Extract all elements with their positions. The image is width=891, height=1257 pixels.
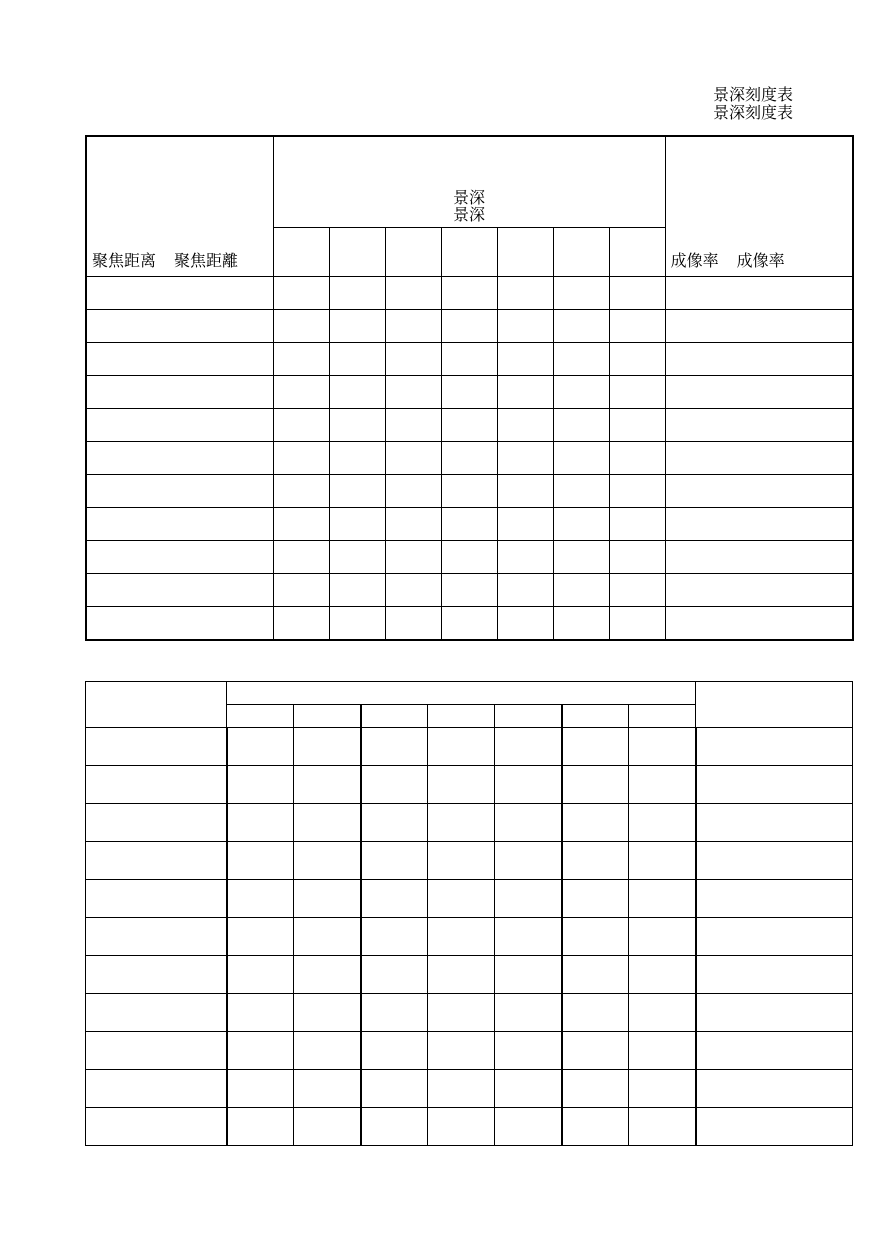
table-cell xyxy=(227,728,294,766)
table-cell xyxy=(428,994,495,1032)
table-cell xyxy=(385,508,441,541)
table-cell xyxy=(495,880,562,918)
table-cell xyxy=(562,880,629,918)
table-cell xyxy=(665,442,853,475)
table-cell xyxy=(553,343,609,376)
table-cell xyxy=(294,1070,361,1108)
table-row xyxy=(86,442,853,475)
table-row xyxy=(86,1070,853,1108)
table-2-subheader-cell xyxy=(361,705,428,728)
depth-of-field-label-b: 景深 xyxy=(453,205,486,224)
table-cell xyxy=(329,277,385,310)
table-cell xyxy=(562,804,629,842)
table-cell xyxy=(86,475,273,508)
table-cell xyxy=(329,376,385,409)
page-title-line-1: 景深刻度表 xyxy=(712,85,793,104)
table-2-subheader-cell xyxy=(562,705,629,728)
table-cell xyxy=(385,475,441,508)
table-cell xyxy=(497,409,553,442)
table-cell xyxy=(696,804,853,842)
table-cell xyxy=(497,277,553,310)
table-cell xyxy=(441,442,497,475)
table-cell xyxy=(441,508,497,541)
table-cell xyxy=(495,766,562,804)
table-cell xyxy=(428,918,495,956)
table-row xyxy=(86,574,853,607)
table-row xyxy=(86,880,853,918)
table-cell xyxy=(86,343,273,376)
table-cell xyxy=(696,766,853,804)
table-cell xyxy=(273,343,329,376)
table-cell xyxy=(629,728,696,766)
table-cell xyxy=(329,409,385,442)
table-cell xyxy=(609,376,665,409)
depth-of-field-label-a: 景深 xyxy=(453,188,486,207)
table-2-group-header xyxy=(227,682,696,705)
table-cell xyxy=(696,918,853,956)
table-cell xyxy=(273,442,329,475)
table-cell xyxy=(273,574,329,607)
table-row xyxy=(86,409,853,442)
table-cell xyxy=(665,475,853,508)
table-row xyxy=(86,994,853,1032)
table-cell xyxy=(361,766,428,804)
table-cell xyxy=(553,475,609,508)
table-cell xyxy=(385,376,441,409)
table-cell xyxy=(665,277,853,310)
table-row xyxy=(86,804,853,842)
table-row xyxy=(86,310,853,343)
table-2-right-header xyxy=(696,682,853,728)
table-cell xyxy=(441,310,497,343)
table-cell xyxy=(227,880,294,918)
table-cell xyxy=(273,475,329,508)
table-cell xyxy=(441,607,497,641)
table-cell xyxy=(495,842,562,880)
table-cell xyxy=(361,804,428,842)
table-cell xyxy=(441,541,497,574)
table-cell xyxy=(497,541,553,574)
magnification-label-b: 成像率 xyxy=(736,251,785,270)
table-cell xyxy=(227,918,294,956)
table-cell xyxy=(385,574,441,607)
table-cell xyxy=(609,541,665,574)
table-row xyxy=(86,277,853,310)
table-cell xyxy=(665,541,853,574)
table-2-subheader-cell xyxy=(629,705,696,728)
table-cell xyxy=(609,442,665,475)
table-cell xyxy=(553,574,609,607)
focus-distance-label-a: 聚焦距离 xyxy=(92,251,157,270)
table-cell xyxy=(497,343,553,376)
table-cell xyxy=(86,1070,227,1108)
table-cell xyxy=(609,607,665,641)
table-cell xyxy=(497,475,553,508)
page-title-line-2: 景深刻度表 xyxy=(712,103,793,122)
table-cell xyxy=(273,508,329,541)
table-cell xyxy=(385,277,441,310)
table-cell xyxy=(385,409,441,442)
table-2-subheader-cell xyxy=(428,705,495,728)
table-cell xyxy=(553,442,609,475)
table-cell xyxy=(609,574,665,607)
table-cell xyxy=(495,1032,562,1070)
table-cell xyxy=(553,607,609,641)
table-cell xyxy=(361,1070,428,1108)
table-cell xyxy=(495,1108,562,1146)
table-cell xyxy=(273,409,329,442)
table-row xyxy=(86,508,853,541)
table-cell xyxy=(497,442,553,475)
table-cell xyxy=(629,766,696,804)
table-cell xyxy=(294,880,361,918)
table-cell xyxy=(329,475,385,508)
table-cell xyxy=(609,277,665,310)
table-cell xyxy=(441,475,497,508)
table-cell xyxy=(665,310,853,343)
table-cell xyxy=(562,1070,629,1108)
table-cell xyxy=(553,508,609,541)
table-cell xyxy=(441,277,497,310)
table-row xyxy=(86,376,853,409)
table-cell xyxy=(629,804,696,842)
page-title xyxy=(713,86,793,122)
table-cell xyxy=(86,442,273,475)
table-cell xyxy=(696,880,853,918)
table-cell xyxy=(609,475,665,508)
table-cell xyxy=(562,918,629,956)
table-cell xyxy=(495,994,562,1032)
table-cell xyxy=(86,766,227,804)
table-cell xyxy=(495,956,562,994)
table-cell xyxy=(294,804,361,842)
table-cell xyxy=(553,541,609,574)
table-cell xyxy=(495,728,562,766)
table-cell xyxy=(553,310,609,343)
table-cell xyxy=(629,1070,696,1108)
table-cell xyxy=(227,956,294,994)
table-2-subheader-cell xyxy=(495,705,562,728)
table-cell xyxy=(428,728,495,766)
table-cell xyxy=(696,956,853,994)
magnification-label-a: 成像率 xyxy=(670,251,719,270)
table-row xyxy=(86,956,853,994)
table-cell xyxy=(273,277,329,310)
table-cell xyxy=(86,1032,227,1070)
table-2-subheader-cell xyxy=(294,705,361,728)
table-cell xyxy=(329,607,385,641)
table-row xyxy=(86,607,853,641)
depth-subheader-cell xyxy=(329,228,385,277)
table-cell xyxy=(428,804,495,842)
table-cell xyxy=(665,574,853,607)
table-cell xyxy=(385,310,441,343)
table-cell xyxy=(696,1070,853,1108)
table-row xyxy=(86,728,853,766)
table-cell xyxy=(361,918,428,956)
table-cell xyxy=(562,728,629,766)
depth-subheader-cell xyxy=(441,228,497,277)
table-cell xyxy=(665,508,853,541)
table-cell xyxy=(86,376,273,409)
table-cell xyxy=(553,376,609,409)
table-row xyxy=(86,475,853,508)
table-row xyxy=(86,842,853,880)
table-cell xyxy=(86,804,227,842)
table-1-body xyxy=(86,277,853,641)
table-cell xyxy=(385,541,441,574)
table-cell xyxy=(428,1108,495,1146)
depth-subheader-cell xyxy=(553,228,609,277)
table-cell xyxy=(329,541,385,574)
table-cell xyxy=(629,880,696,918)
table-cell xyxy=(497,574,553,607)
table-cell xyxy=(227,804,294,842)
table-2-subheader-cell xyxy=(227,705,294,728)
table-row xyxy=(86,1032,853,1070)
table-cell xyxy=(86,994,227,1032)
table-cell xyxy=(629,842,696,880)
table-cell xyxy=(665,409,853,442)
table-cell xyxy=(385,607,441,641)
table-cell xyxy=(562,956,629,994)
table-cell xyxy=(329,343,385,376)
table-row xyxy=(86,1108,853,1146)
table-cell xyxy=(562,1108,629,1146)
table-cell xyxy=(227,842,294,880)
table-cell xyxy=(86,880,227,918)
table-cell xyxy=(86,1108,227,1146)
depth-subheader-cell xyxy=(273,228,329,277)
table-cell xyxy=(227,1070,294,1108)
table-cell xyxy=(562,766,629,804)
table-cell xyxy=(428,1070,495,1108)
focus-distance-header xyxy=(86,136,273,277)
table-cell xyxy=(86,508,273,541)
table-cell xyxy=(227,994,294,1032)
table-cell xyxy=(696,842,853,880)
table-cell xyxy=(86,918,227,956)
table-cell xyxy=(361,728,428,766)
table-cell xyxy=(428,766,495,804)
table-cell xyxy=(385,343,441,376)
table-cell xyxy=(497,310,553,343)
table-cell xyxy=(294,842,361,880)
table-cell xyxy=(86,574,273,607)
table-cell xyxy=(86,607,273,641)
table-cell xyxy=(629,1108,696,1146)
depth-subheader-cell xyxy=(609,228,665,277)
table-cell xyxy=(553,277,609,310)
table-cell xyxy=(629,956,696,994)
table-cell xyxy=(273,310,329,343)
table-row xyxy=(86,343,853,376)
table-cell xyxy=(273,376,329,409)
table-cell xyxy=(428,880,495,918)
table-cell xyxy=(609,409,665,442)
table-cell xyxy=(227,1108,294,1146)
table-cell xyxy=(696,1032,853,1070)
table-2-body xyxy=(86,728,853,1146)
table-cell xyxy=(329,310,385,343)
table-cell xyxy=(361,956,428,994)
table-cell xyxy=(441,409,497,442)
table-cell xyxy=(562,842,629,880)
table-cell xyxy=(428,1032,495,1070)
table-row xyxy=(86,918,853,956)
table-cell xyxy=(294,766,361,804)
table-cell xyxy=(562,1032,629,1070)
table-cell xyxy=(361,880,428,918)
table-cell xyxy=(665,376,853,409)
focus-distance-label-b: 聚焦距離 xyxy=(174,251,239,270)
table-cell xyxy=(428,956,495,994)
table-cell xyxy=(86,310,273,343)
table-cell xyxy=(428,842,495,880)
table-cell xyxy=(294,728,361,766)
table-cell xyxy=(329,442,385,475)
table-cell xyxy=(696,728,853,766)
table-cell xyxy=(495,804,562,842)
table-cell xyxy=(273,607,329,641)
table-cell xyxy=(86,728,227,766)
depth-of-field-table-1 xyxy=(85,135,854,641)
table-cell xyxy=(361,1032,428,1070)
table-cell xyxy=(441,574,497,607)
table-cell xyxy=(441,343,497,376)
table-cell xyxy=(665,607,853,641)
table-cell xyxy=(497,376,553,409)
table-cell xyxy=(294,1032,361,1070)
depth-subheader-cell xyxy=(385,228,441,277)
table-cell xyxy=(329,508,385,541)
table-cell xyxy=(227,1032,294,1070)
table-cell xyxy=(294,918,361,956)
table-row xyxy=(86,766,853,804)
table-cell xyxy=(629,918,696,956)
table-cell xyxy=(629,994,696,1032)
table-cell xyxy=(696,994,853,1032)
table-cell xyxy=(86,409,273,442)
table-cell xyxy=(294,994,361,1032)
table-cell xyxy=(361,1108,428,1146)
table-cell xyxy=(294,1108,361,1146)
table-cell xyxy=(696,1108,853,1146)
table-cell xyxy=(273,541,329,574)
table-cell xyxy=(562,994,629,1032)
table-2-corner-header xyxy=(86,682,227,728)
table-cell xyxy=(86,277,273,310)
table-cell xyxy=(497,607,553,641)
table-cell xyxy=(294,956,361,994)
table-cell xyxy=(553,409,609,442)
table-cell xyxy=(495,918,562,956)
table-cell xyxy=(609,310,665,343)
table-cell xyxy=(361,994,428,1032)
magnification-header xyxy=(665,136,853,277)
table-cell xyxy=(361,842,428,880)
table-cell xyxy=(86,842,227,880)
table-cell xyxy=(497,508,553,541)
table-cell xyxy=(495,1070,562,1108)
depth-subheader-cell xyxy=(497,228,553,277)
table-cell xyxy=(86,541,273,574)
table-cell xyxy=(227,766,294,804)
depth-of-field-table-2 xyxy=(85,681,853,1146)
depth-of-field-header xyxy=(273,136,665,228)
table-cell xyxy=(609,508,665,541)
table-cell xyxy=(629,1032,696,1070)
table-cell xyxy=(665,343,853,376)
table-cell xyxy=(385,442,441,475)
table-row xyxy=(86,541,853,574)
table-cell xyxy=(86,956,227,994)
table-cell xyxy=(329,574,385,607)
table-cell xyxy=(609,343,665,376)
table-cell xyxy=(441,376,497,409)
